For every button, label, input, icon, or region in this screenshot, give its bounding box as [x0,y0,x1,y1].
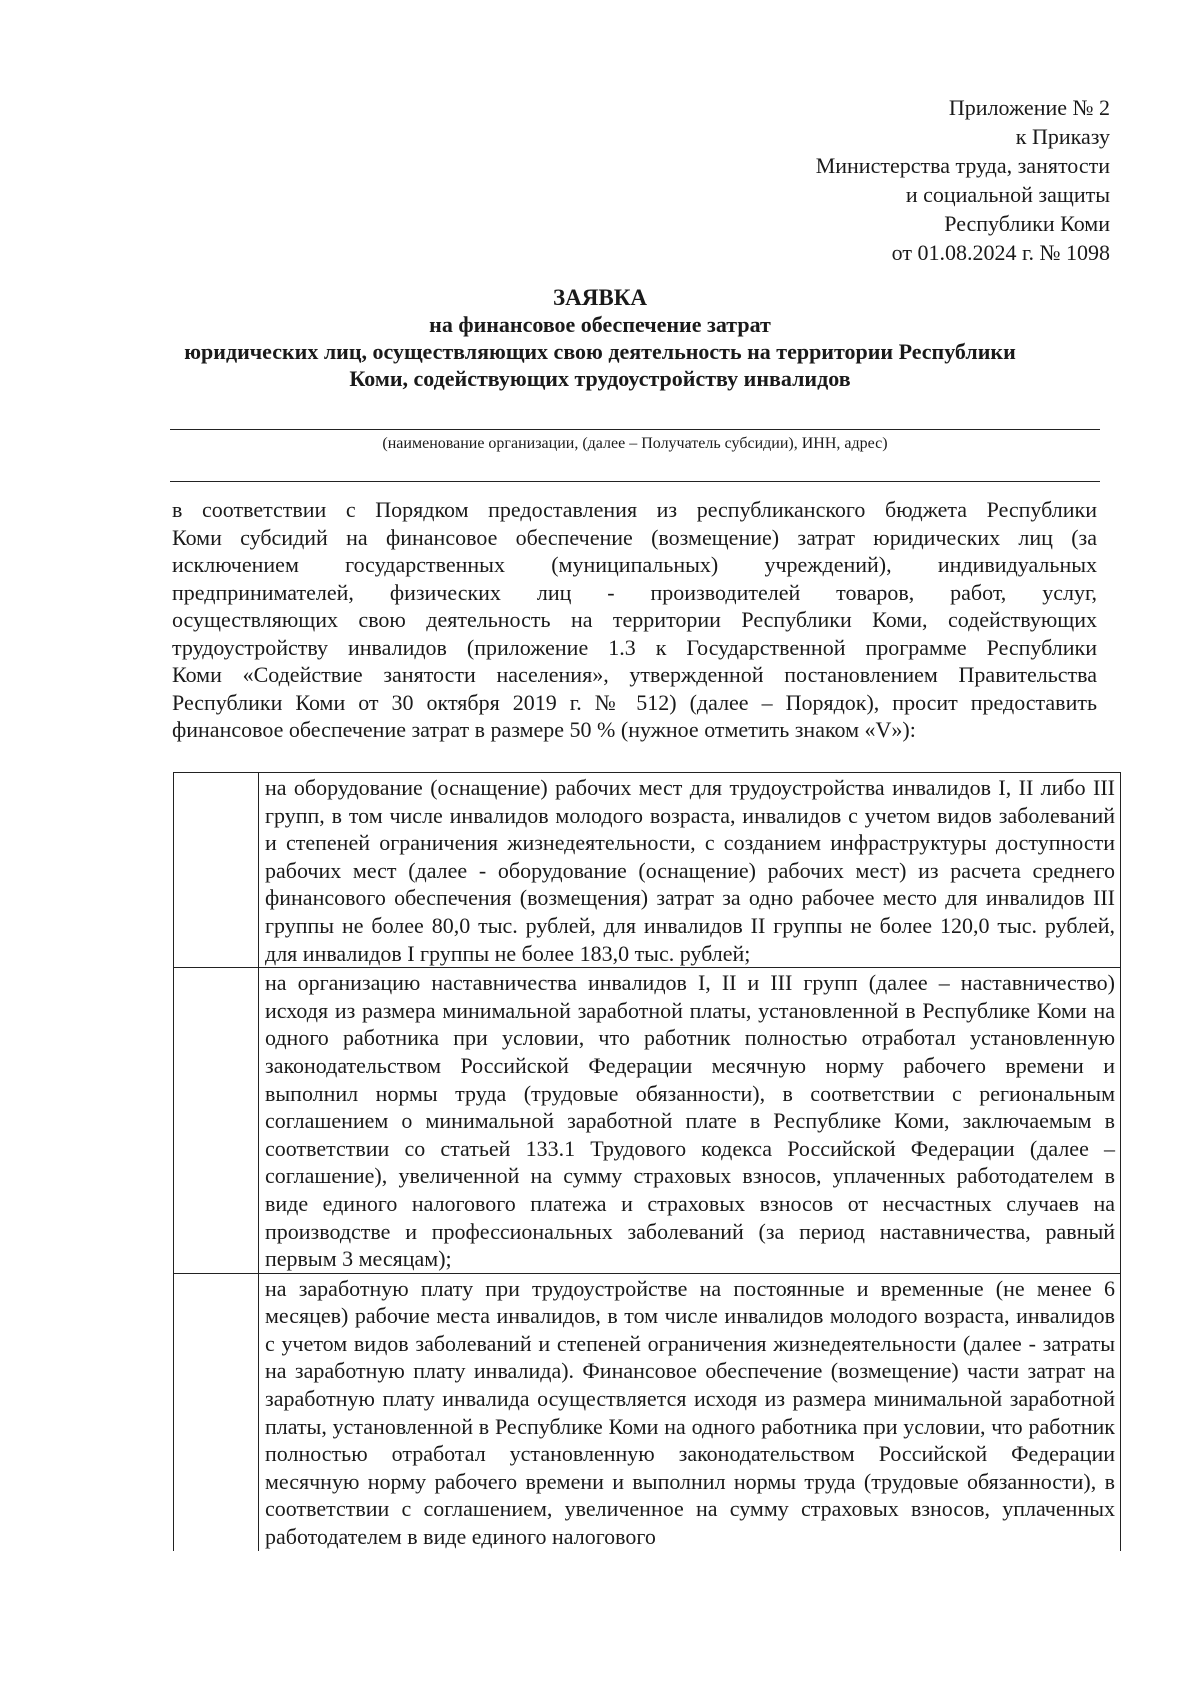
intro-line: трудоустройству инвалидов (приложение 1.3 к Государственной программе Республики [172,634,1097,660]
options-table [173,772,1121,1551]
organization-fill-line [170,429,1100,430]
appendix-line: Приложение № 2 [948,95,1110,120]
title-line: на финансовое обеспечение затрат [429,312,771,337]
intro-line: предпринимателей, физических лиц - производителей товаров, работ, услуг, [172,579,1097,605]
option-row [174,773,1121,968]
intro-line: Республики Коми от 30 октября 2019 г. № 512) (далее – Порядок), просит предоставить [172,689,1097,715]
title-line: Коми, содействующих трудоустройству инвалидов [349,366,851,391]
page-bottom-margin [0,1590,1200,1696]
appendix-line: к Приказу [1015,124,1110,149]
appendix-line: и социальной защиты [905,182,1110,207]
document-title [150,284,1050,392]
option-mark-cell[interactable] [174,773,259,968]
appendix-line: от 01.08.2024 г. № 1098 [891,240,1110,265]
title-main: ЗАЯВКА [553,285,647,310]
appendix-line: Министерства труда, занятости [815,153,1110,178]
option-text: на оборудование (оснащение) рабочих мест для трудоустройства инвалидов I, II либо III групп, в том числе инвалидов молодого возраста, инвалидов с учетом видов заболеваний и степеней ограничения жизнедеятельности, с созданием инфраструктуры доступности рабочих мест (далее - оборудование (оснащение) рабочих мест) из расчета среднего финансового обеспечения (возмещения) затрат за одно рабочее место для инвалидов III группы не более 80,0 тыс. рублей, для инвалидов II группы не более 120,0 тыс. рублей, для инвалидов I группы не более 183,0 тыс. рублей; [259,773,1121,968]
intro-line: Коми субсидий на финансовое обеспечение (возмещение) затрат юридических лиц (за [172,524,1097,550]
title-line: юридических лиц, осуществляющих свою деятельность на территории Республики [184,339,1016,364]
option-text: на организацию наставничества инвалидов I, II и III групп (далее – наставничество) исходя из размера минимальной заработной платы, установленной в Республике Коми на одного работника при условии, что работник полностью отработал установленную законодательством Российской Федерации месячную норму рабочего времени и выполнил нормы труда (трудовые обязанности), в соответствии с региональным соглашением о минимальной заработной плате в Республике Коми, заключаемым в соответствии со статьей 133.1 Трудового кодекса Российской Федерации (далее – соглашение), увеличенной на сумму страховых взносов, уплаченных работодателем в виде единого налогового платежа и страховых взносов от несчастных случаев на производстве и профессиональных заболеваний (за период наставничества, равный первым 3 месяцам); [259,968,1121,1274]
option-row [174,968,1121,1274]
option-mark-cell[interactable] [174,968,259,1274]
divider-line [170,481,1100,482]
option-text: на заработную плату при трудоустройстве на постоянные и временные (не менее 6 месяцев) рабочие места инвалидов, в том числе инвалидов молодого возраста, инвалидов с учетом видов заболеваний и степеней ограничения жизнедеятельности (далее - затраты на заработную плату инвалида). Финансовое обеспечение (возмещение) части затрат на заработную плату инвалида осуществляется исходя из размера минимальной заработной платы, установленной в Республике Коми на одного работника при условии, что работник полностью отработал установленную законодательством Российской Федерации месячную норму рабочего времени и выполнил нормы труда (трудовые обязанности), в соответствии с соглашением, увеличенное на сумму страховых взносов, уплаченных работодателем в виде единого налогового [259,1273,1121,1550]
option-mark-cell[interactable] [174,1273,259,1550]
intro-line: в соответствии с Порядком предоставления из республиканского бюджета Республики [172,497,1097,522]
intro-paragraph [172,496,1097,744]
intro-line: осуществляющих свою деятельность на территории Республики Коми, содействующих [172,607,1097,632]
organization-caption: (наименование организации, (далее – Получатель субсидии), ИНН, адрес) [382,435,888,452]
appendix-line: Республики Коми [944,211,1110,236]
intro-line: Коми «Содействие занятости населения», утвержденной постановлением Правительства [172,662,1097,687]
option-row [174,1273,1121,1550]
appendix-header [816,93,1110,267]
intro-line: исключением государственных (муниципальных) учреждений), индивидуальных [172,552,1097,577]
intro-line: финансовое обеспечение затрат в размере 50 % (нужное отметить знаком «V»): [172,717,916,742]
